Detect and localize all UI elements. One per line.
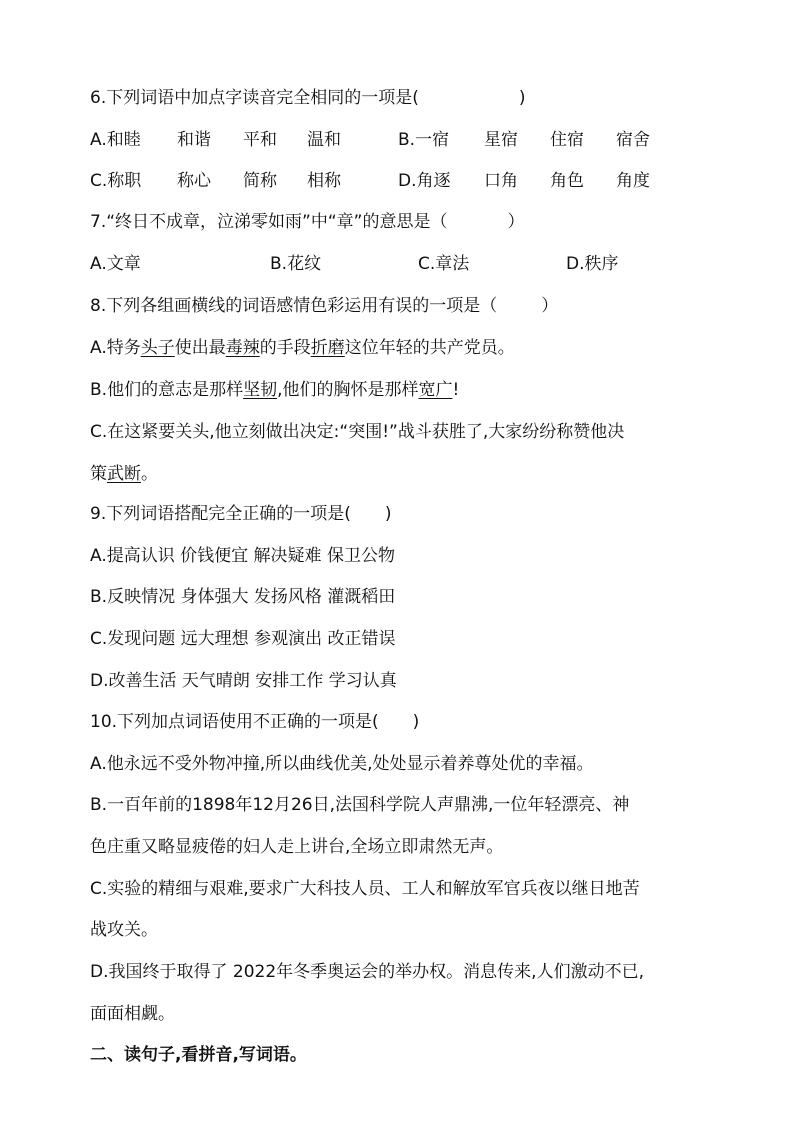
q8-a-underlined-1: 头子	[140, 338, 175, 358]
q7-stem-text: 7.“终日不成章，泣涕零如雨”中“章”的意思是（	[90, 212, 448, 232]
q6-stem	[90, 86, 526, 110]
q6-option-c1: C.称职	[90, 171, 142, 191]
q9-paren-close: )	[384, 504, 392, 524]
q6-option-b3: 住宿	[550, 130, 584, 150]
q8-b-text-3: !	[452, 380, 460, 400]
q9-option-d: D.改善生活 天气晴朗 安排工作 学习认真	[90, 671, 397, 691]
q8-a-text-3: 的手段	[259, 338, 311, 358]
q10-option-d-line2: 面面相觑。	[90, 1004, 175, 1024]
q8-option-a	[90, 336, 515, 360]
q6-option-c4: 相称	[307, 171, 341, 191]
q7-stem	[90, 210, 524, 234]
q8-b-text-1: B.他们的意志是那样	[90, 380, 244, 400]
q6-option-a2: 和谐	[177, 130, 211, 150]
q10-option-d-line1: D.我国终于取得了 2022年冬季奥运会的举办权。消息传来,人们激动不已,	[90, 962, 644, 982]
q7-option-c: C.章法	[418, 254, 470, 274]
q8-a-underlined-2: 毒辣	[225, 338, 260, 358]
q8-stem-text: 8.下列各组画横线的词语感情色彩运用有误的一项是（	[90, 296, 498, 316]
q7-option-d: D.秩序	[566, 254, 619, 274]
q9-option-a: A.提高认识 价钱便宜 解决疑难 保卫公物	[90, 546, 395, 566]
q6-paren-close: )	[518, 88, 526, 108]
q10-stem-text: 10.下列加点词语使用不正确的一项是(	[90, 712, 379, 732]
q8-b-text-2: ,他们的胸怀是那样	[277, 380, 419, 400]
q8-a-underlined-3: 折磨	[310, 338, 345, 358]
q8-c-underlined-1: 武断	[107, 464, 141, 484]
q7-option-b: B.花纹	[270, 254, 322, 274]
q8-c-text-2: 。	[141, 464, 158, 484]
q10-option-c-line2: 战攻关。	[90, 920, 158, 940]
q6-option-c3: 简称	[243, 171, 277, 191]
q8-a-text-4: 这位年轻的共产党员。	[344, 338, 515, 358]
q8-option-c-line2	[90, 462, 158, 486]
q6-option-a1: A.和睦	[90, 130, 141, 150]
q10-paren-close: )	[412, 712, 420, 732]
q8-b-underlined-2: 宽广	[418, 380, 453, 400]
q10-stem	[90, 710, 419, 734]
q6-option-c2: 称心	[177, 171, 211, 191]
q7-paren-close: ）	[507, 212, 525, 232]
section-2-heading: 二、读句子,看拼音,写词语。	[90, 1045, 307, 1065]
q6-stem-text: 6.下列词语中加点字读音完全相同的一项是(	[90, 88, 419, 108]
q9-stem	[90, 502, 392, 526]
q8-a-text-1: A.特务	[90, 338, 141, 358]
q8-option-c-line1: C.在这紧要关头,他立刻做出决定:“突围!”战斗获胜了,大家纷纷称赞他决	[90, 422, 625, 442]
q6-option-b2: 星宿	[484, 130, 518, 150]
q8-paren-close: ）	[541, 296, 559, 316]
q8-a-text-2: 使出最	[174, 338, 226, 358]
q7-option-a: A.文章	[90, 254, 141, 274]
q6-option-d3: 角色	[550, 171, 584, 191]
q10-option-c-line1: C.实验的精细与艰难,要求广大科技人员、工人和解放军官兵夜以继日地苦	[90, 879, 640, 899]
q6-option-a3: 平和	[243, 130, 277, 150]
q8-c-text-1: 策	[90, 464, 107, 484]
q10-option-b-line2: 色庄重又略显疲倦的妇人走上讲台,全场立即肃然无声。	[90, 837, 504, 857]
q9-option-c: C.发现问题 远大理想 参观演出 改正错误	[90, 629, 396, 649]
q6-option-b4: 宿舍	[616, 130, 650, 150]
q6-option-d1: D.角逐	[398, 171, 451, 191]
q8-stem	[90, 294, 558, 318]
q10-option-b-line1: B.一百年前的1898年12月26日,法国科学院人声鼎沸,一位年轻漂亮、神	[90, 795, 630, 815]
q6-option-d4: 角度	[616, 171, 650, 191]
q9-stem-text: 9.下列词语搭配完全正确的一项是(	[90, 504, 351, 524]
q8-option-b	[90, 378, 459, 402]
q6-option-a4: 温和	[307, 130, 341, 150]
q6-option-d2: 口角	[484, 171, 518, 191]
q10-option-a: A.他永远不受外物冲撞,所以曲线优美,处处显示着养尊处优的幸福。	[90, 754, 594, 774]
q8-b-underlined-1: 坚韧	[243, 380, 278, 400]
q9-option-b: B.反映情况 身体强大 发扬风格 灌溉稻田	[90, 587, 396, 607]
q6-option-b1: B.一宿	[398, 130, 450, 150]
